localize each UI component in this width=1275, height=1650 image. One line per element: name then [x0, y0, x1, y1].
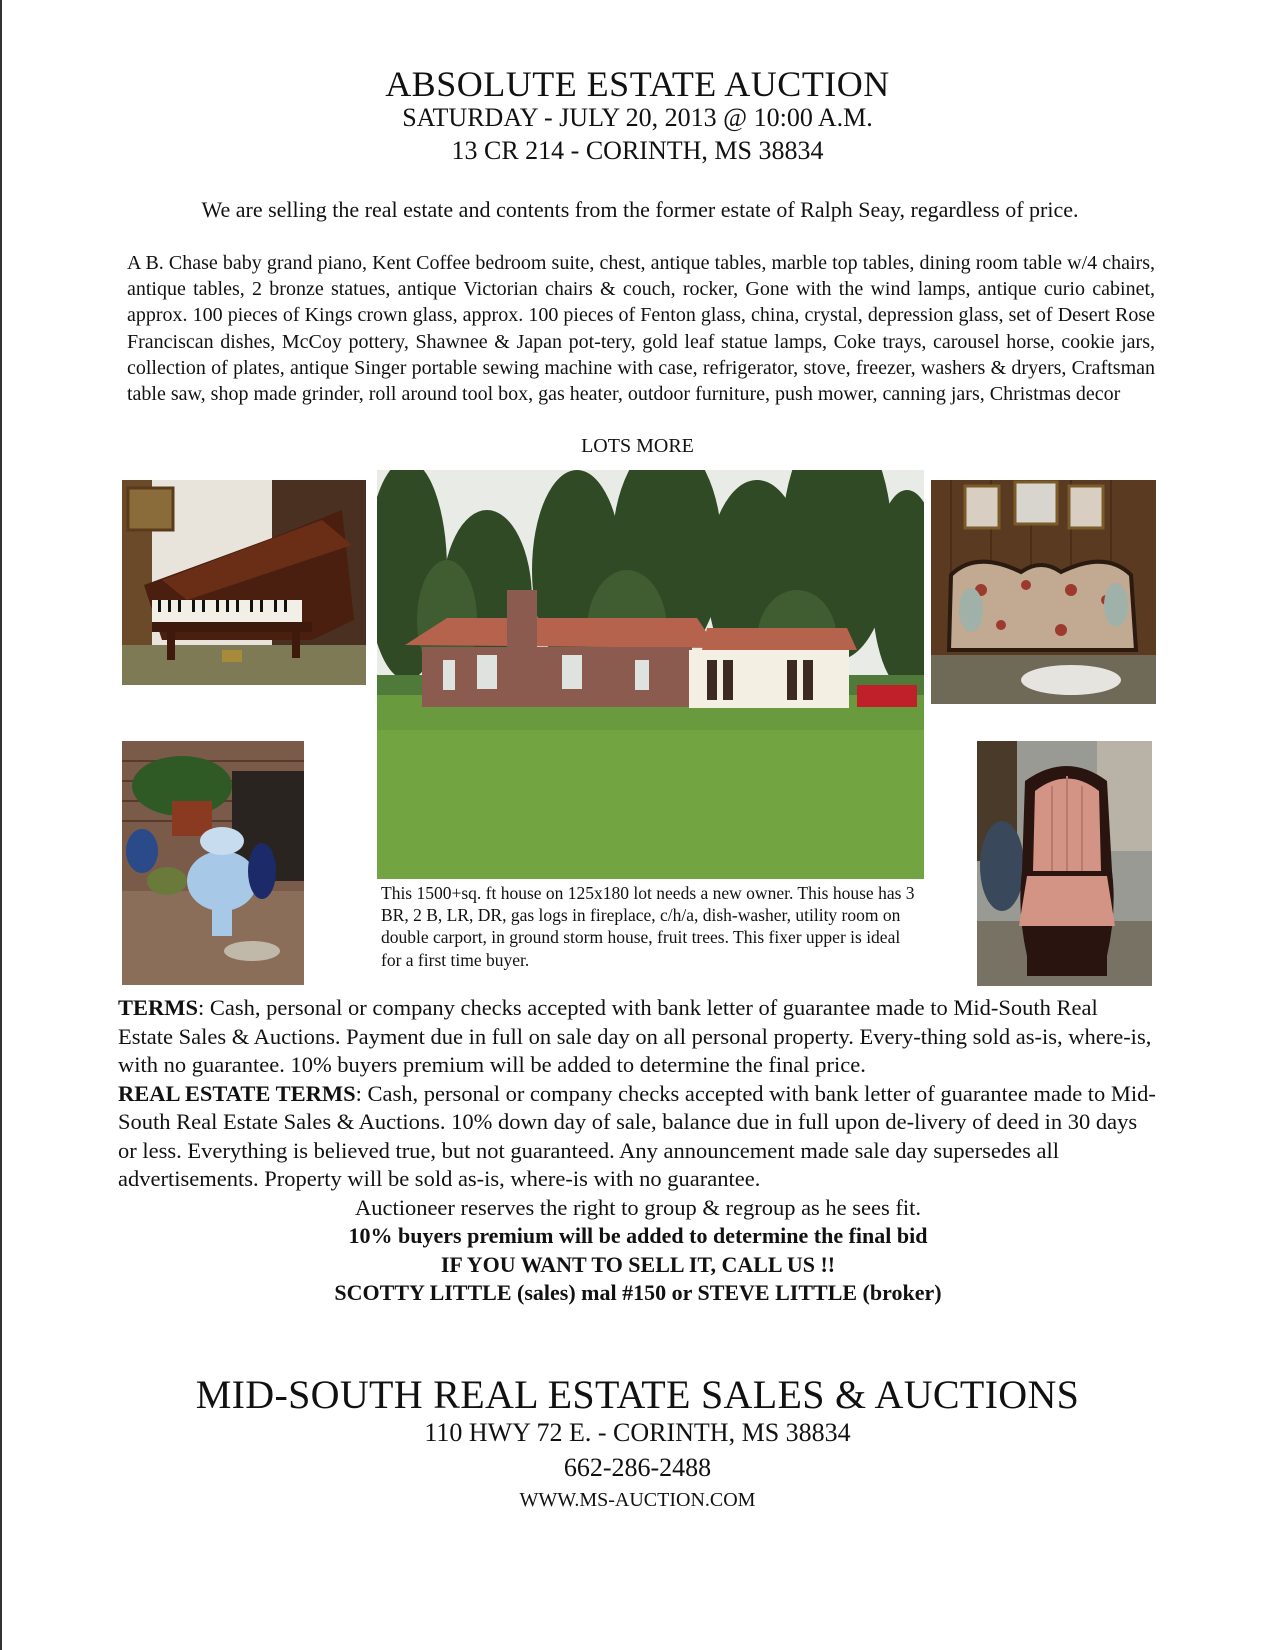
company-phone: 662-286-2488	[563, 1453, 712, 1482]
contacts: SCOTTY LITTLE (sales) mal #150 or STEVE LITTLE (broker)	[334, 1280, 942, 1305]
auction-date: SATURDAY - JULY 20, 2013 @ 10:00 A.M.	[402, 103, 873, 132]
real-estate-terms-label: REAL ESTATE TERMS	[118, 1080, 356, 1106]
company-name: MID-SOUTH REAL ESTATE SALES & AUCTIONS	[195, 1372, 1080, 1417]
lots-more: LOTS MORE	[581, 435, 694, 457]
real-estate-terms-paragraph	[118, 1080, 1158, 1194]
terms-text: : Cash, personal or company checks accepted with bank letter of guarantee made to Mid-South Real Estate Sales & Auctions. Payment due in full on sale day on all personal property. Every-thing sold as-is, where-is, with no guarantee. 10% buyers premium will be added to determine the final price.	[118, 995, 1152, 1077]
call-us: IF YOU WANT TO SELL IT, CALL US !!	[440, 1251, 836, 1277]
lamp-pottery-photo	[122, 741, 304, 985]
premium-note: 10% buyers premium will be added to determine the final bid	[348, 1223, 928, 1248]
house-caption: This 1500+sq. ft house on 125x180 lot needs a new owner. This house has 3 BR, 2 B, LR, DR, gas logs in fireplace, c/h/a, dish-washer, utility room on double carport, in ground storm house, fruit trees. This fixer upper is ideal for a first time buyer.	[381, 883, 915, 970]
piano-photo	[122, 480, 366, 685]
victorian-couch-photo	[931, 480, 1156, 704]
auction-location: 13 CR 214 - CORINTH, MS 38834	[451, 136, 824, 165]
page-title: ABSOLUTE ESTATE AUCTION	[385, 64, 890, 104]
real-estate-terms-text: : Cash, personal or company checks accepted with bank letter of guarantee made to Mid-South Real Estate Sales & Auctions. 10% down day of sale, balance due in full upon de-livery of deed in 30 days or less. Everything is believed true, but not guaranteed. Any announcement made sale day supersedes all advertisements. Property will be sold as-is, where-is with no guarantee.	[118, 1080, 1156, 1191]
victorian-chair-photo	[977, 741, 1152, 986]
company-website[interactable]: WWW.MS-AUCTION.COM	[519, 1489, 756, 1511]
company-address: 110 HWY 72 E. - CORINTH, MS 38834	[424, 1418, 851, 1447]
house-photo	[377, 470, 924, 879]
terms-label: TERMS	[118, 995, 199, 1020]
terms-section	[118, 994, 1158, 1308]
auctioneer-note: Auctioneer reserves the right to group & regroup as he sees fit.	[354, 1194, 922, 1220]
items-list: A B. Chase baby grand piano, Kent Coffee bedroom suite, chest, antique tables, marble top tables, dining room table w/4 chairs, antique tables, 2 bronze statues, antique Victorian chairs & couch, rocker, Gone with the wind lamps, antique curio cabinet, approx. 100 pieces of Kings crown glass, approx. 100 pieces of Fenton glass, china, crystal, depression glass, set of Desert Rose Franciscan dishes, McCoy pottery, Shawnee & Japan pot-tery, gold leaf statue lamps, Coke trays, carousel horse, cookie jars, collection of plates, antique Singer portable sewing machine with case, refrigerator, stove, freezer, washers & dryers, Craftsman table saw, shop made grinder, roll around tool box, gas heater, outdoor furniture, push mower, canning jars, Christmas decor	[127, 252, 1155, 406]
terms-paragraph	[118, 994, 1158, 1080]
intro-text: We are selling the real estate and contents from the former estate of Ralph Seay, regardless of price.	[201, 197, 1079, 222]
